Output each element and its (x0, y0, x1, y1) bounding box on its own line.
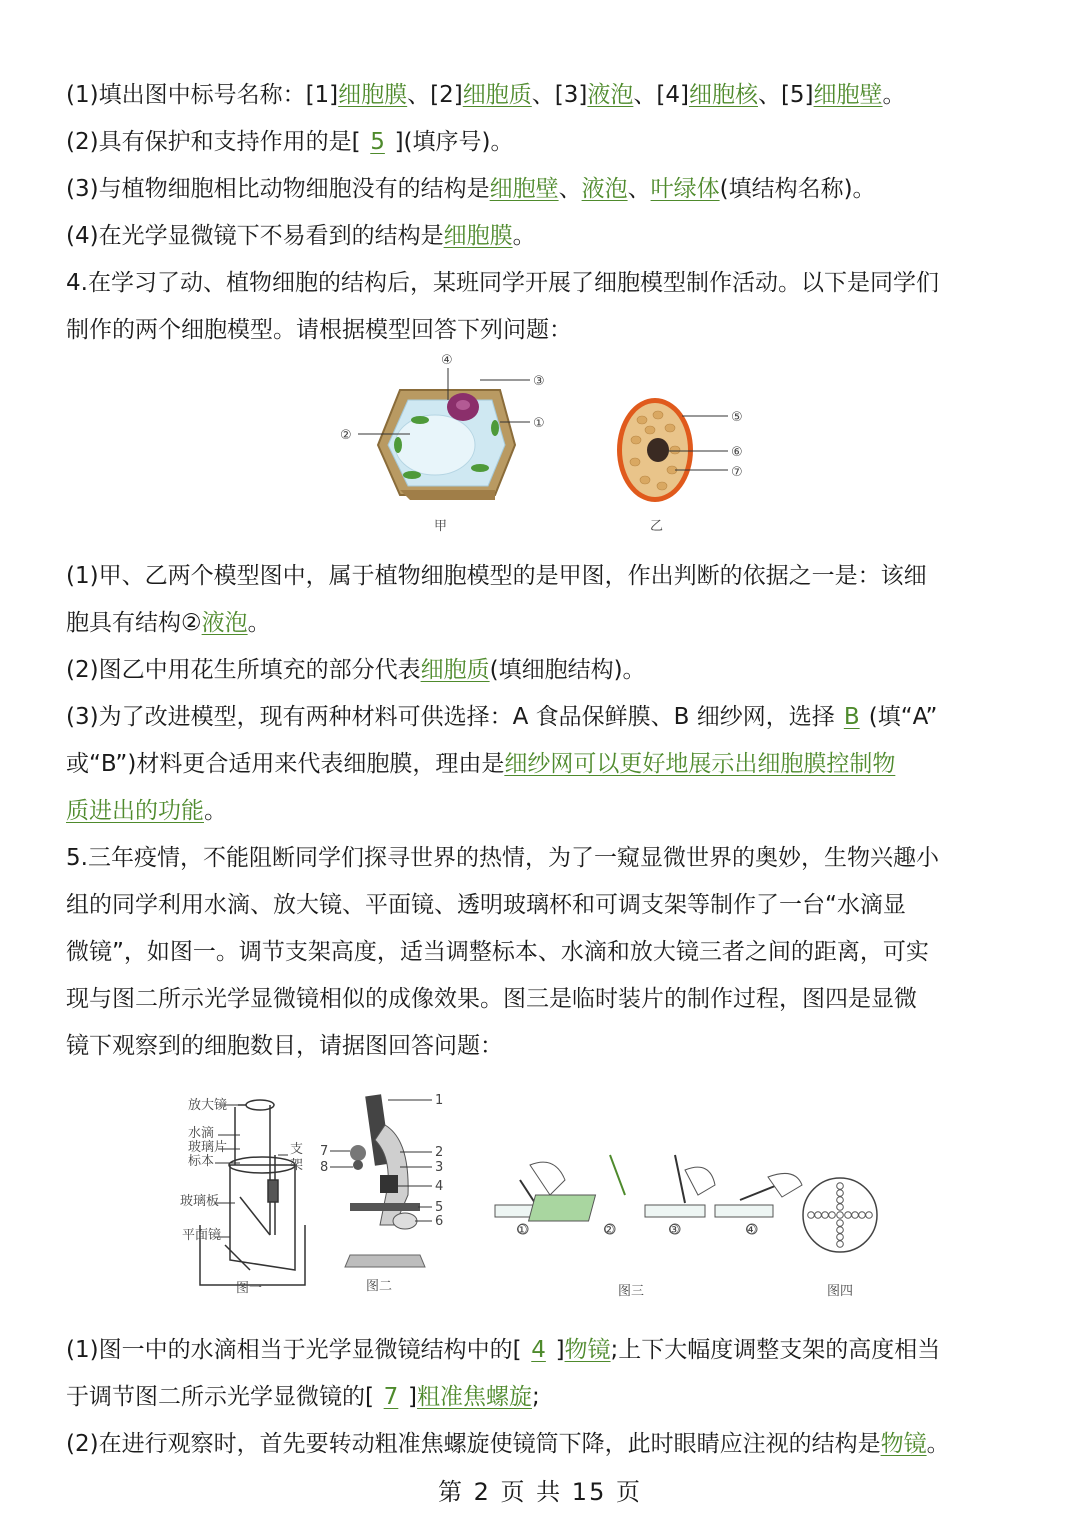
label-jia: 架 (290, 1158, 304, 1173)
answer: 4 (531, 1337, 546, 1363)
label-glass-slide: 玻璃片 (188, 1140, 228, 1155)
caption-jia: 甲 (434, 519, 448, 534)
label-6: ⑥ (731, 445, 743, 460)
answer: 物镜 (564, 1337, 611, 1363)
q4-stem-line2: 制作的两个细胞模型。请根据模型回答下列问题： (66, 317, 572, 343)
label-2: 2 (435, 1145, 444, 1160)
q5-part1-line2: 于调节图二所示光学显微镜的[ 7 ]粗准焦螺旋; (66, 1384, 540, 1410)
caption-yi: 乙 (650, 519, 664, 534)
step-1: ① (516, 1223, 528, 1238)
answer: 5 (370, 129, 385, 155)
label-specimen: 标本 (188, 1154, 215, 1169)
label-5: ⑤ (731, 410, 743, 425)
label-4: ④ (441, 353, 453, 368)
optical-microscope-diagram (320, 1093, 443, 1294)
caption-fig4: 图四 (827, 1284, 854, 1299)
caption-fig3: 图三 (618, 1284, 645, 1299)
answer: 细胞膜 (443, 223, 513, 249)
q4-part1-line2: 胞具有结构②液泡。 (66, 610, 271, 636)
label-plane-mirror: 平面镜 (182, 1228, 222, 1243)
label-3: 3 (435, 1160, 444, 1175)
label-8: 8 (320, 1160, 329, 1175)
label-7: ⑦ (731, 465, 743, 480)
answer: 细胞质 (462, 82, 532, 108)
answer: 细胞壁 (813, 82, 883, 108)
q4-part3-line3: 质进出的功能。 (66, 798, 227, 824)
q4-part1-line1: (1)甲、乙两个模型图中，属于植物细胞模型的是甲图，作出判断的依据之一是：该细 (66, 563, 927, 589)
q3-part1: (1)填出图中标号名称：[1]细胞膜、[2]细胞质、[3]液泡、[4]细胞核、[5]细胞壁。 (66, 82, 906, 108)
label-magnifier: 放大镜 (188, 1098, 228, 1113)
q4-stem-line1: 4.在学习了动、植物细胞的结构后，某班同学开展了细胞模型制作活动。以下是同学们 (66, 270, 939, 296)
label-2: ② (340, 428, 352, 443)
q3-part3: (3)与植物细胞相比动物细胞没有的结构是细胞壁、液泡、叶绿体(填结构名称)。 (66, 176, 876, 202)
label-5: 5 (435, 1200, 444, 1215)
water-drop-microscope-diagram (200, 1100, 305, 1285)
answer: 液泡 (587, 82, 634, 108)
answer: 液泡 (581, 176, 628, 202)
label-zhi: 支 (290, 1142, 304, 1157)
q5-stem-line1: 5.三年疫情，不能阻断同学们探寻世界的热情，为了一窥显微世界的奥妙，生物兴趣小 (66, 845, 939, 871)
answer: 细胞质 (420, 657, 490, 683)
q5-part2: (2)在进行观察时，首先要转动粗准焦螺旋使镜筒下降，此时眼睛应注视的结构是物镜。 (66, 1431, 950, 1457)
caption-fig1: 图一 (236, 1281, 263, 1296)
q5-stem-line4: 现与图二所示光学显微镜相似的成像效果。图三是临时装片的制作过程，图四是显微 (66, 986, 917, 1012)
label-1: 1 (435, 1093, 444, 1108)
step-3: ③ (668, 1223, 680, 1238)
answer: 粗准焦螺旋 (416, 1384, 532, 1410)
label-4: 4 (435, 1179, 444, 1194)
q4-part2: (2)图乙中用花生所填充的部分代表细胞质(填细胞结构)。 (66, 657, 646, 683)
q3-part4: (4)在光学显微镜下不易看到的结构是细胞膜。 (66, 223, 536, 249)
answer: B (843, 704, 860, 730)
label-3: ③ (533, 374, 545, 389)
plant-cell-model (340, 353, 545, 534)
label-water-drop: 水滴 (188, 1126, 215, 1141)
answer: 液泡 (201, 610, 248, 636)
answer: 7 (383, 1384, 399, 1410)
answer: 质进出的功能 (66, 798, 204, 824)
q4-part3-line2: 或“B”)材料更合适用来代表细胞膜，理由是细纱网可以更好地展示出细胞膜控制物 (66, 751, 896, 777)
cell-model-figure (330, 350, 760, 540)
q3-part2: (2)具有保护和支持作用的是[ 5 ](填序号)。 (66, 129, 514, 155)
microscope-field-of-view (803, 1178, 877, 1299)
q5-stem-line3: 微镜”，如图一。调节支架高度，适当调整标本、水滴和放大镜三者之间的距离，可实 (66, 939, 929, 965)
animal-cell-model (617, 398, 743, 534)
slide-preparation-steps (495, 1155, 802, 1299)
fig1-labels (180, 1097, 303, 1296)
label-6: 6 (435, 1214, 444, 1229)
page-footer: 第 2 页 共 15 页 (438, 1478, 642, 1506)
label-7: 7 (320, 1144, 329, 1159)
step-4: ④ (745, 1223, 757, 1238)
caption-fig2: 图二 (366, 1279, 393, 1294)
answer: 细胞核 (688, 82, 758, 108)
answer: 细胞壁 (489, 176, 559, 202)
label-glass-plate: 玻璃板 (180, 1194, 220, 1209)
q5-stem-line5: 镜下观察到的细胞数目，请据图回答问题： (66, 1033, 503, 1059)
answer: 细纱网可以更好地展示出细胞膜控制物 (504, 751, 896, 777)
label-1: ① (533, 416, 545, 431)
answer: 叶绿体 (650, 176, 720, 202)
microscope-figure (170, 1085, 910, 1300)
q5-stem-line2: 组的同学利用水滴、放大镜、平面镜、透明玻璃杯和可调支架等制作了一台“水滴显 (66, 892, 906, 918)
answer: 物镜 (880, 1431, 927, 1457)
q5-part1-line1: (1)图一中的水滴相当于光学显微镜结构中的[ 4 ]物镜;上下大幅度调整支架的高度相当 (66, 1337, 941, 1363)
step-2: ② (603, 1223, 615, 1238)
q4-part3-line1: (3)为了改进模型，现有两种材料可供选择：A 食品保鲜膜、B 细纱网，选择 B (填“A” (66, 704, 938, 730)
answer: 细胞膜 (338, 82, 408, 108)
